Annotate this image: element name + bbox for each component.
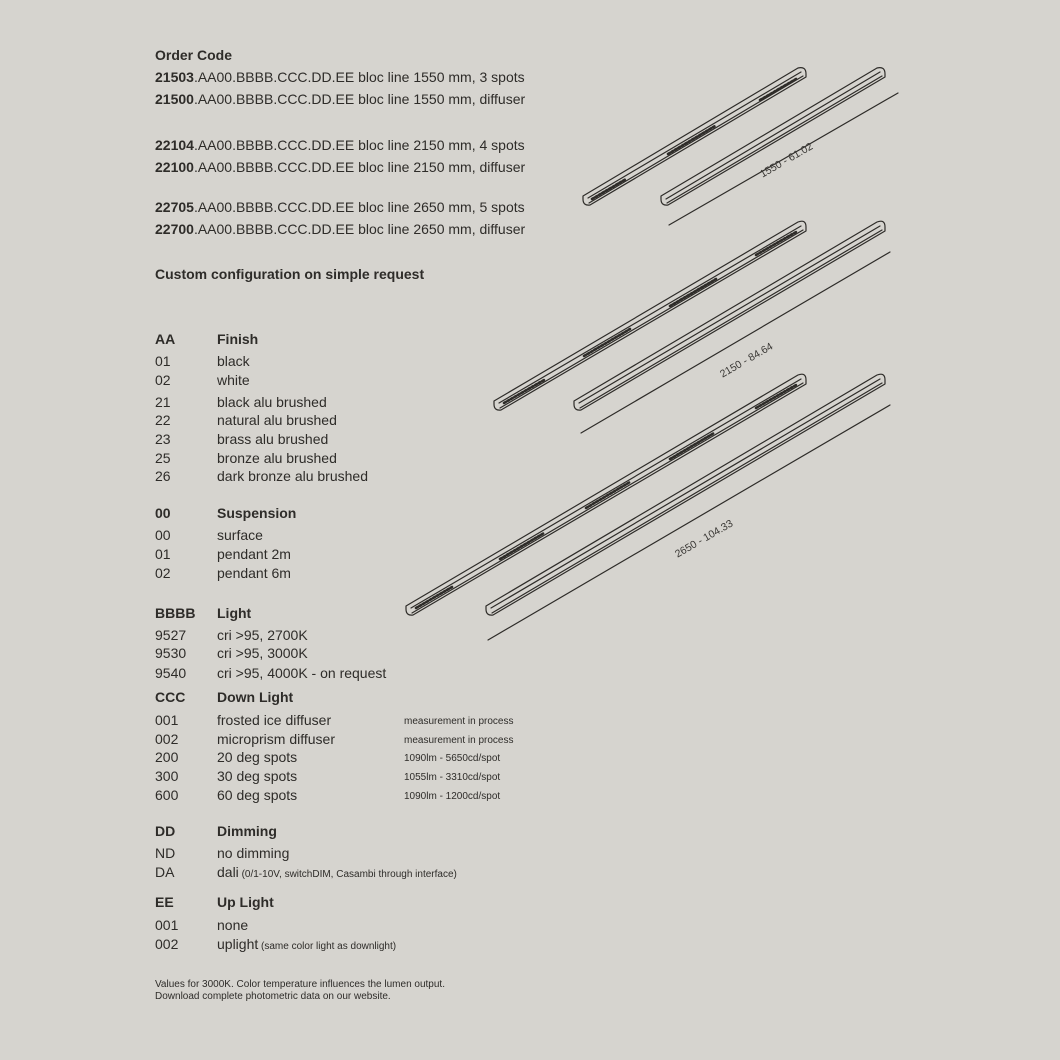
- order-code-desc: .AA00.BBBB.CCC.DD.EE bloc line 1550 mm, 3 spots: [193, 69, 525, 85]
- section-key: DD: [155, 823, 176, 839]
- option-label: pendant 6m: [217, 565, 291, 581]
- order-code-desc: .AA00.BBBB.CCC.DD.EE bloc line 2650 mm, 5 spots: [193, 199, 525, 215]
- option-label: microprism diffuser: [217, 731, 335, 747]
- option-code: 25: [155, 450, 171, 466]
- section-title: Down Light: [217, 689, 294, 705]
- option-label: none: [217, 917, 249, 933]
- order-code-number: 22700: [155, 221, 194, 237]
- order-code-number: 21503: [155, 69, 194, 85]
- section-key: AA: [155, 331, 176, 347]
- option-code: 002: [155, 936, 179, 952]
- order-code-desc: .AA00.BBBB.CCC.DD.EE bloc line 2150 mm, 4 spots: [193, 137, 525, 153]
- section-key: 00: [155, 505, 171, 521]
- option-code: 9527: [155, 627, 187, 643]
- option-code: 9530: [155, 645, 187, 661]
- option-code: 9540: [155, 665, 187, 681]
- option-label: brass alu brushed: [217, 431, 329, 447]
- option-code: 22: [155, 412, 171, 428]
- fixture-2150-diffuser: [574, 221, 885, 410]
- option-label: dark bronze alu brushed: [217, 468, 368, 484]
- option-note: 1090lm - 1200cd/spot: [404, 791, 501, 802]
- section-title: Dimming: [217, 823, 277, 839]
- section-title: Finish: [217, 331, 259, 347]
- option-label: surface: [217, 527, 263, 543]
- option-label: 20 deg spots: [217, 749, 298, 765]
- order-code-desc: .AA00.BBBB.CCC.DD.EE bloc line 2150 mm, diffuser: [193, 159, 526, 175]
- order-code-desc: .AA00.BBBB.CCC.DD.EE bloc line 2650 mm, diffuser: [193, 221, 526, 237]
- dimension-label-1550: 1550 - 61.02: [758, 140, 816, 181]
- option-code: 26: [155, 468, 171, 484]
- option-code: 00: [155, 527, 171, 543]
- order-code-number: 22705: [155, 199, 194, 215]
- section-title: Suspension: [217, 505, 297, 521]
- option-code: 02: [155, 372, 171, 388]
- option-label: frosted ice diffuser: [217, 712, 332, 728]
- section-key: EE: [155, 894, 174, 910]
- option-note: 1090lm - 5650cd/spot: [404, 753, 501, 764]
- option-code: 01: [155, 546, 171, 562]
- footnote-line-2: Download complete photometric data on our website.: [155, 991, 391, 1002]
- option-code: 001: [155, 917, 179, 933]
- option-code: ND: [155, 845, 176, 861]
- section-key: CCC: [155, 689, 186, 705]
- order-code-number: 22104: [155, 137, 194, 153]
- order-code-desc: .AA00.BBBB.CCC.DD.EE bloc line 1550 mm, diffuser: [193, 91, 526, 107]
- option-code: DA: [155, 864, 175, 880]
- option-label: bronze alu brushed: [217, 450, 337, 466]
- option-note: 1055lm - 3310cd/spot: [404, 772, 501, 783]
- option-label: natural alu brushed: [217, 412, 337, 428]
- option-label: 60 deg spots: [217, 787, 298, 803]
- footnote-line-1: Values for 3000K. Color temperature influences the lumen output.: [155, 979, 445, 990]
- option-label-detail: (same color light as downlight): [258, 941, 397, 952]
- section-title: Light: [217, 605, 252, 621]
- option-label: no dimming: [217, 845, 290, 861]
- order-code-number: 21500: [155, 91, 194, 107]
- option-note: measurement in process: [404, 716, 514, 727]
- section-title: Up Light: [217, 894, 274, 910]
- dimension-label-2650: 2650 - 104.33: [673, 517, 736, 561]
- option-label: cri >95, 2700K: [217, 627, 308, 643]
- option-note: measurement in process: [404, 735, 514, 746]
- option-code: 300: [155, 768, 179, 784]
- option-code: 200: [155, 749, 179, 765]
- custom-config-note: Custom configuration on simple request: [155, 266, 425, 282]
- option-label: 30 deg spots: [217, 768, 298, 784]
- fixture-2650-diffuser: [486, 374, 885, 615]
- option-code: 23: [155, 431, 171, 447]
- option-label: white: [217, 372, 250, 388]
- option-label: cri >95, 3000K: [217, 645, 308, 661]
- section-key: BBBB: [155, 605, 196, 621]
- order-code-title: Order Code: [155, 47, 233, 63]
- option-label-main: uplight: [217, 936, 259, 952]
- fixture-2150-spots: [494, 221, 806, 410]
- fixture-2650-spots: [406, 374, 806, 615]
- option-label-detail: (0/1-10V, switchDIM, Casambi through interface): [238, 869, 457, 880]
- order-code-number: 22100: [155, 159, 194, 175]
- option-label: black alu brushed: [217, 394, 327, 410]
- dimension-label-2150: 2150 - 84.64: [718, 340, 776, 381]
- option-label: pendant 2m: [217, 546, 291, 562]
- option-code: 001: [155, 712, 179, 728]
- option-code: 01: [155, 353, 171, 369]
- option-code: 21: [155, 394, 171, 410]
- option-code: 02: [155, 565, 171, 581]
- option-code: 002: [155, 731, 179, 747]
- option-label-main: dali: [217, 864, 239, 880]
- option-code: 600: [155, 787, 179, 803]
- option-label: cri >95, 4000K - on request: [217, 665, 387, 681]
- option-label: black: [217, 353, 250, 369]
